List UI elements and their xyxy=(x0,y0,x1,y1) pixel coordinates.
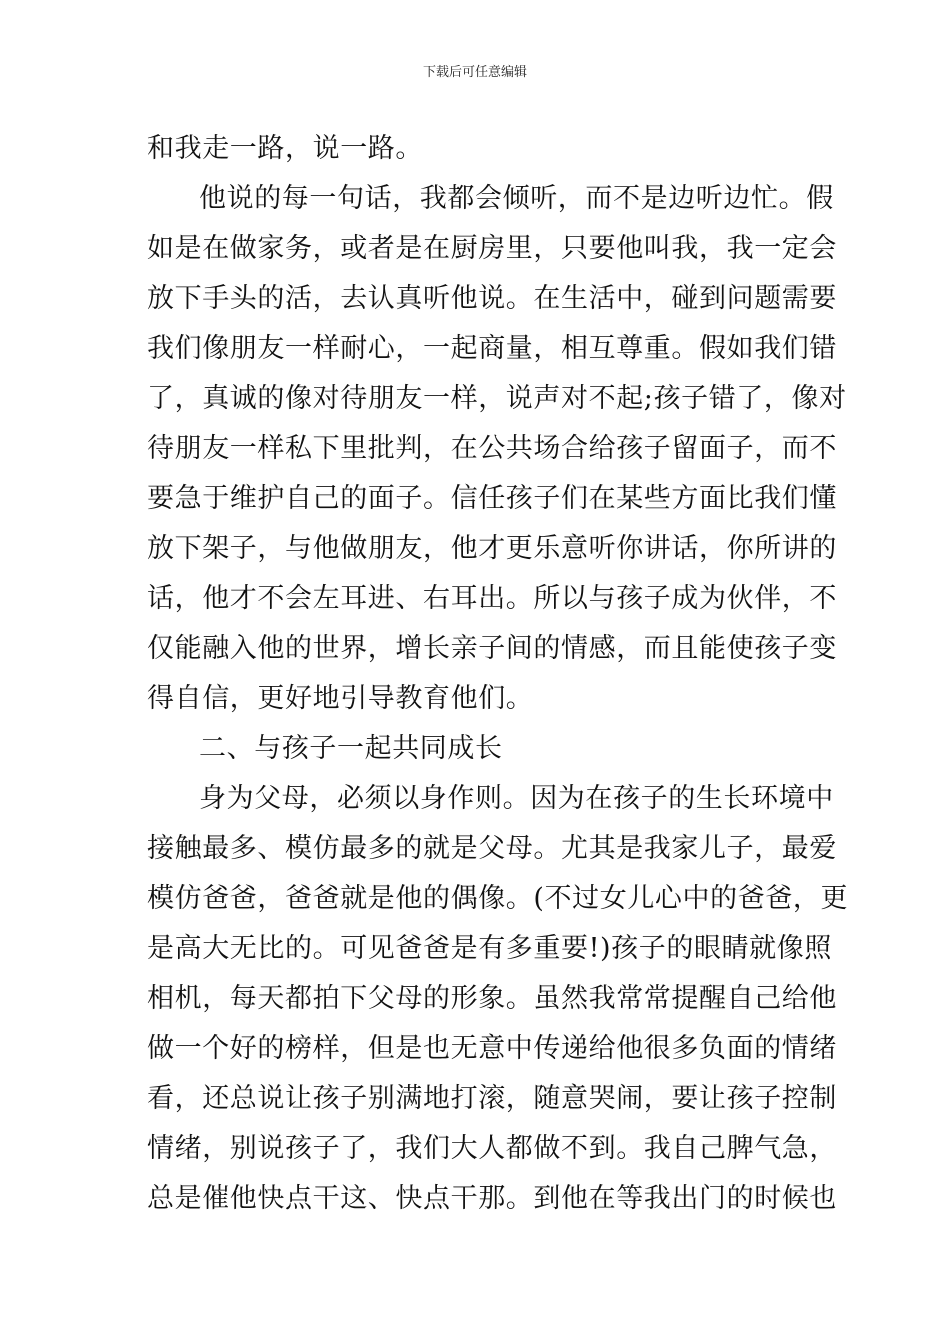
text-line: 了，真诚的像对待朋友一样，说声对不起;孩子错了，像对 xyxy=(147,383,847,414)
text-line: 相机，每天都拍下父母的形象。虽然我常常提醒自己给他 xyxy=(147,983,837,1014)
text-line: 仅能融入他的世界，增长亲子间的情感，而且能使孩子变 xyxy=(147,633,837,664)
text-line: 要急于维护自己的面子。信任孩子们在某些方面比我们懂 xyxy=(147,483,837,514)
paragraph-start-line: 身为父母，必须以身作则。因为在孩子的生长环境中 xyxy=(199,783,834,814)
text-line: 我们像朋友一样耐心，一起商量，相互尊重。假如我们错 xyxy=(147,333,837,364)
text-line: 总是催他快点干这、快点干那。到他在等我出门的时候也 xyxy=(147,1183,837,1214)
text-line: 如是在做家务，或者是在厨房里，只要他叫我，我一定会 xyxy=(147,233,837,264)
text-line: 看，还总说让孩子别满地打滚，随意哭闹，要让孩子控制 xyxy=(147,1083,837,1114)
text-line: 模仿爸爸，爸爸就是他的偶像。(不过女儿心中的爸爸，更 xyxy=(147,883,849,914)
section-heading: 二、与孩子一起共同成长 xyxy=(199,733,503,764)
text-line: 得自信，更好地引导教育他们。 xyxy=(147,683,534,714)
text-line: 是高大无比的。可见爸爸是有多重要!)孩子的眼睛就像照 xyxy=(147,933,832,964)
text-line: 情绪，别说孩子了，我们大人都做不到。我自己脾气急， xyxy=(147,1133,837,1164)
paragraph-start-line: 他说的每一句话，我都会倾听，而不是边听边忙。假 xyxy=(199,183,834,214)
text-line: 待朋友一样私下里批判，在公共场合给孩子留面子，而不 xyxy=(147,433,837,464)
text-line: 放下手头的活，去认真听他说。在生活中，碰到问题需要 xyxy=(147,283,837,314)
text-line: 接触最多、模仿最多的就是父母。尤其是我家儿子，最爱 xyxy=(147,833,837,864)
document-body xyxy=(147,124,849,1224)
text-line: 和我走一路，说一路。 xyxy=(147,133,423,164)
text-line: 放下架子，与他做朋友，他才更乐意听你讲话，你所讲的 xyxy=(147,533,837,564)
page-header: 下载后可任意编辑 xyxy=(422,65,527,80)
text-line: 做一个好的榜样，但是也无意中传递给他很多负面的情绪 xyxy=(147,1033,837,1064)
text-line: 话，他才不会左耳进、右耳出。所以与孩子成为伙伴，不 xyxy=(147,583,837,614)
